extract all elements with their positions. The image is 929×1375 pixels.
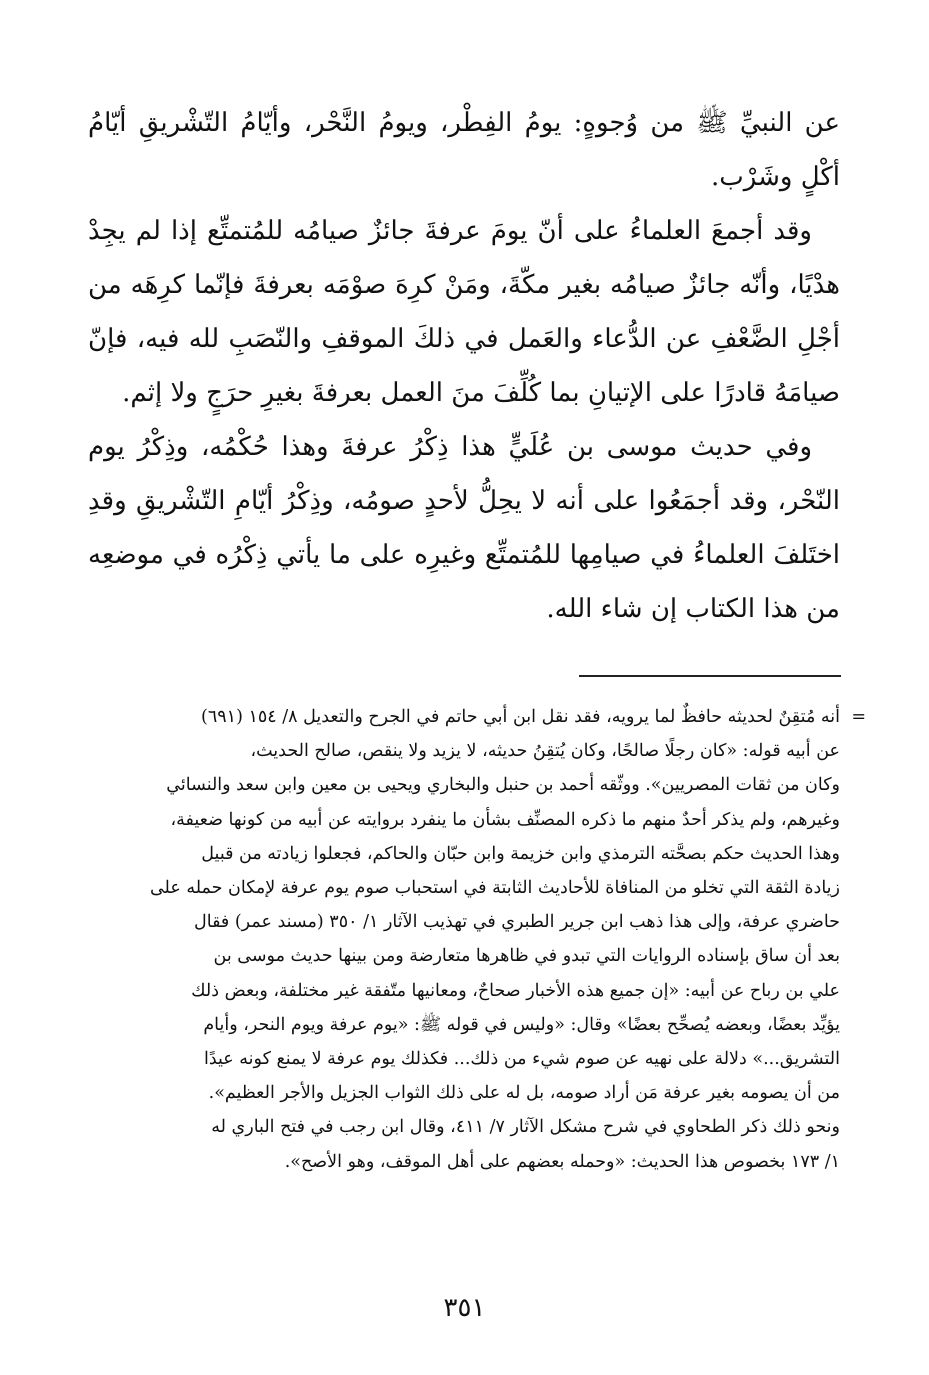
- page-number: ٣٥١: [443, 1293, 486, 1323]
- paragraph: عن النبيِّ ﷺ من وُجوهٍ: يومُ الفِطْر، ويومُ النَّحْر، وأيّامُ التّشْريقِ أيّامُ أكْلٍ وشَرْب.: [88, 108, 840, 192]
- footnote-line: وكان من ثقات المصريين». ووثّقه أحمد بن حنبل والبخاري ويحيى بن معين وابن سعد والنسائي: [166, 775, 840, 796]
- paragraph: وفي حديث موسى بن عُلَيٍّ هذا ذِكْرُ عرفةَ وهذا حُكْمُه، وذِكْرُ يوم النّحْر، وقد أجمَعُوا على أنه لا يحِلُّ لأحدٍ صومُه، وذِكْرُ أيّامِ التّشْريقِ وقدِ اختَلفَ العلماءُ في صيامِها للمُتمتِّع وغيرِه على ما يأتي ذِكْرُه في موضعِه من هذا الكتاب إن شاء الله.: [88, 432, 840, 624]
- footnote-line: وغيرهم، ولم يذكر أحدٌ منهم ما ذكره المصنِّف بشأن ما ينفرد بروايته عن أبيه من كونها ضعيفة،: [170, 809, 840, 830]
- footnote-line: من أن يصومه بغير عرفة مَن أراد صومه، بل له على ذلك الثواب الجزيل والأجر العظيم».: [208, 1083, 840, 1104]
- footnote-divider: [579, 675, 841, 677]
- footnote-line: علي بن رباح عن أبيه: «إن جميع هذه الأخبار صحاحٌ، ومعانيها متّفقة غير مختلفة، وبعض ذلك: [191, 980, 840, 1001]
- footnote-line: التشريق...» دلالة على نهيه عن صوم شيء من ذلك... فكذلك يوم عرفة لا يمنع كونه عيدًا: [203, 1049, 840, 1070]
- footnote-line: أنه مُتقِنٌ لحديثه حافظٌ لما يرويه، فقد نقل ابن أبي حاتم في الجرح والتعديل ٨/ ١٥٤ (٦٩١): [201, 707, 840, 727]
- footnote-line: ١/ ١٧٣ بخصوص هذا الحديث: «وحمله بعضهم على أهل الموقف، وهو الأصح».: [284, 1151, 840, 1172]
- footnote-line: عن أبيه قوله: «كان رجلًا صالحًا، وكان يُتقِنُ حديثه، لا يزيد ولا ينقص، صالح الحديث،: [250, 741, 840, 762]
- footnote-line: ونحو ذلك ذكر الطحاوي في شرح مشكل الآثار ٧/ ٤١١، وقال ابن رجب في فتح الباري له: [211, 1117, 840, 1138]
- main-text: [88, 96, 840, 636]
- footnote-line: زيادة الثقة التي تخلو من المنافاة للأحاديث الثابتة في استحباب صوم يوم عرفة لإمكان حمله على: [149, 878, 840, 899]
- footnote-line: يؤيِّد بعضًا، وبعضه يُصحِّح بعضًا» وقال: «وليس في قوله ﷺ: «يوم عرفة ويوم النحر، وأيام: [203, 1014, 840, 1035]
- footnote-line: وهذا الحديث حكم بصحَّته الترمذي وابن خزيمة وابن حبّان والحاكم، فجعلوا زيادته من قبيل: [201, 843, 840, 864]
- footnote-marker: =: [851, 707, 866, 727]
- footnote-line: حاضري عرفة، وإلى هذا ذهب ابن جرير الطبري في تهذيب الآثار ١/ ٣٥٠ (مسند عمر) فقال: [194, 912, 840, 933]
- footnote: [88, 700, 866, 1179]
- footnote-line: بعد أن ساق بإسناده الروايات التي تبدو في ظاهرها متعارضة ومن بينها حديث موسى بن: [213, 946, 840, 967]
- paragraph: وقد أجمعَ العلماءُ على أنّ يومَ عرفةَ جائزٌ صيامُه للمُتمتِّع إذا لم يجِدْ هدْيًا، وأنّه جائزٌ صيامُه بغير مكّةَ، ومَنْ كرِهَ صوْمَه بعرفةَ فإنّما كرِهَه من أجْلِ الضَّعْفِ عن الدُّعاء والعَمل في ذلكَ الموقفِ والنّصَبِ لله فيه، فإنّ صيامَهُ قادرًا على الإتيانِ بما كُلِّفَ منَ العمل بعرفةَ بغيرِ حرَجٍ ولا إثم.: [88, 216, 840, 408]
